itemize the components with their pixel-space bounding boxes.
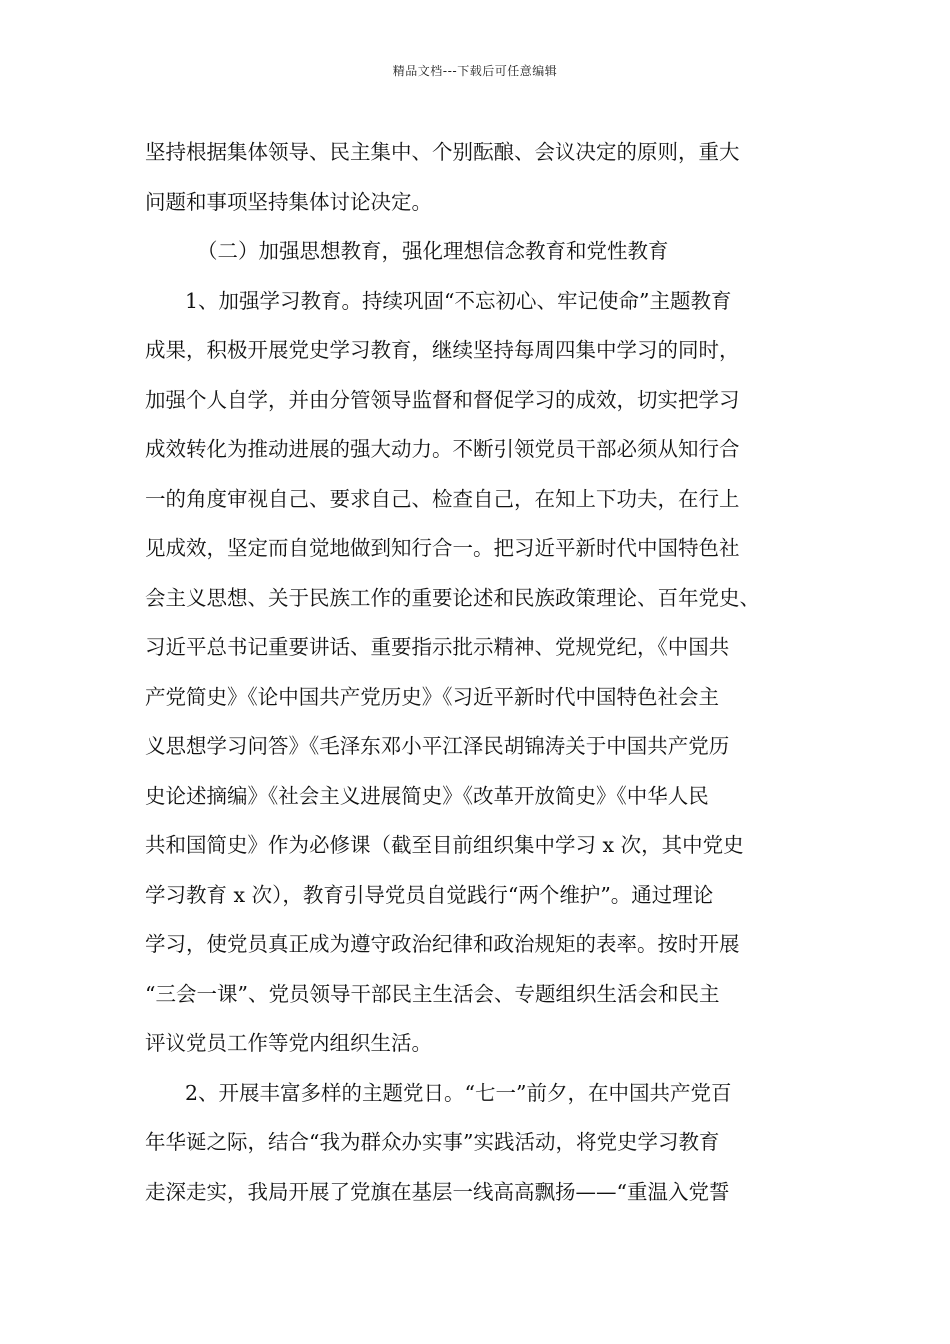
text-line: 会主义思想、关于民族工作的重要论述和民族政策理论、百年党史、	[145, 585, 760, 610]
paragraph-theme-party-day	[145, 1069, 815, 1218]
paragraph-continuation	[145, 128, 815, 227]
text-line: 一的角度审视自己、要求自己、检查自己，在知上下功夫，在行上	[145, 486, 740, 511]
text-line: 成果，积极开展党史学习教育，继续坚持每周四集中学习的同时，	[145, 338, 740, 362]
section-heading-text: （二）加强思想教育，强化理想信念教育和党性教育	[197, 239, 669, 263]
text-line: 坚持根据集体领导、民主集中、个别酝酿、会议决定的原则，重大	[145, 140, 740, 164]
section-heading	[145, 227, 815, 277]
text-line: 学习，使党员真正成为遵守政治纪律和政治规矩的表率。按时开展	[145, 932, 740, 956]
text-line: 评议党员工作等党内组织生活。	[145, 1031, 432, 1055]
text-line: “三会一课”、党员领导干部民主生活会、专题组织生活会和民主	[145, 981, 720, 1006]
text-line: 加强个人自学，并由分管领导监督和督促学习的成效，切实把学习	[145, 387, 740, 412]
text-line: 年华诞之际，结合“我为群众办实事”实践活动，将党史学习教育	[145, 1130, 720, 1154]
text-line: 1、加强学习教育。持续巩固“不忘初心、牢记使命”主题教育	[185, 288, 732, 313]
text-line: 见成效，坚定而自觉地做到知行合一。把习近平新时代中国特色社	[145, 536, 740, 560]
document-body	[145, 128, 815, 1217]
paragraph-study-education	[145, 277, 815, 1069]
text-line: 产党简史》《论中国共产党历史》《习近平新时代中国特色社会主	[145, 684, 719, 709]
text-line: 共和国简史》作为必修课（截至目前组织集中学习 x 次，其中党史	[145, 833, 744, 857]
page-header: 精品文档---下载后可任意编辑	[392, 64, 558, 78]
text-line: 史论述摘编》《社会主义进展简史》《改革开放简史》《中华人民	[145, 783, 709, 808]
text-line: 走深走实，我局开展了党旗在基层一线高高飘扬——“重温入党誓	[145, 1179, 730, 1204]
text-line: 问题和事项坚持集体讨论决定。	[145, 189, 432, 214]
text-line: 习近平总书记重要讲话、重要指示批示精神、党规党纪，《中国共	[145, 635, 730, 659]
text-line: 成效转化为推动进展的强大动力。不断引领党员干部必须从知行合	[145, 437, 740, 461]
text-line: 义思想学习问答》《毛泽东邓小平江泽民胡锦涛关于中国共产党历	[145, 734, 730, 758]
text-line: 2、开展丰富多样的主题党日。“七一”前夕，在中国共产党百	[185, 1080, 732, 1105]
text-line: 学习教育 x 次），教育引导党员自觉践行“两个维护”。通过理论	[145, 882, 714, 907]
